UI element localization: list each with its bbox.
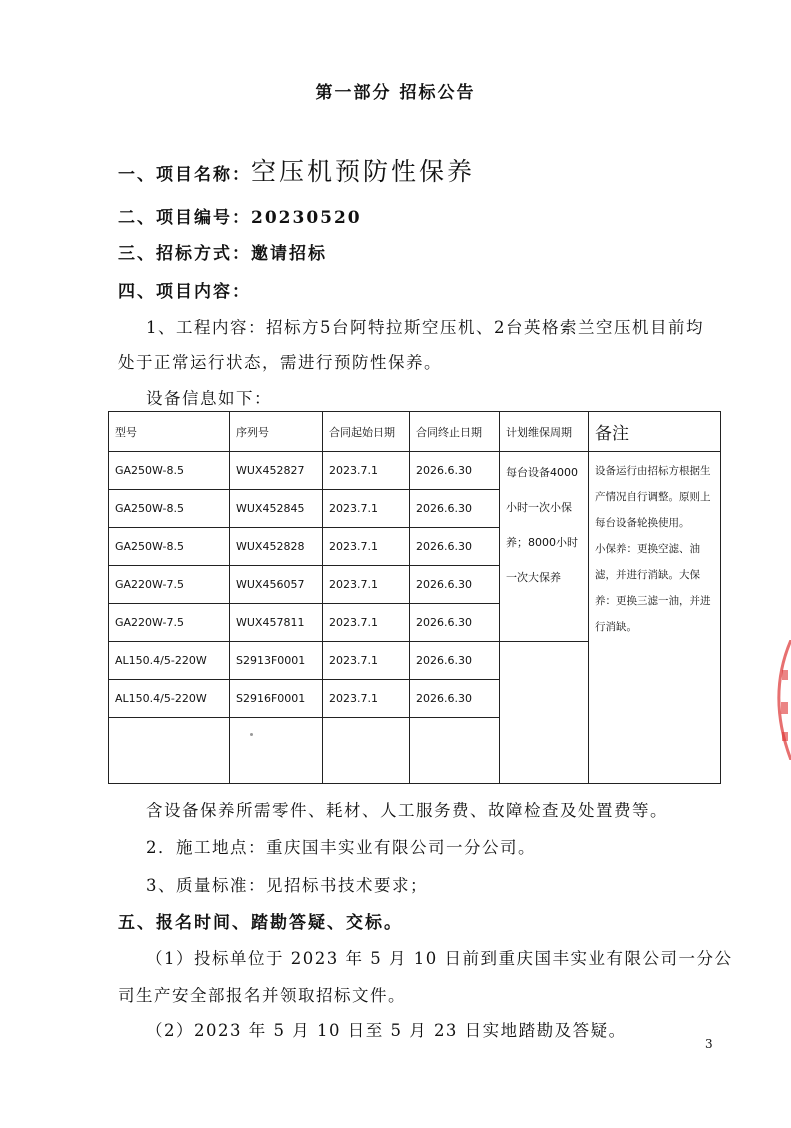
cell-end-date: 2026.6.30 xyxy=(410,680,500,718)
cell-start-date: 2023.7.1 xyxy=(323,490,410,528)
section5-line-3: （2）2023 年 5 月 10 日至 5 月 23 日实地踏勘及答疑。 xyxy=(146,1021,627,1040)
cell-empty xyxy=(230,718,323,784)
cell-cycle: 每台设备4000小时一次小保养；8000小时一次大保养 xyxy=(500,452,589,642)
seal-stamp-edge xyxy=(770,640,791,760)
content-heading: 四、项目内容： xyxy=(118,282,251,302)
includes-text: 含设备保养所需零件、耗材、人工服务费、故障检查及处置费等。 xyxy=(146,801,668,820)
header-end-date: 合同终止日期 xyxy=(410,412,500,452)
section5-heading: 五、报名时间、踏勘答疑、交标。 xyxy=(118,913,403,933)
project-name-value: 空压机预防性保养 xyxy=(251,157,476,186)
bid-method: 三、招标方式：邀请招标 xyxy=(118,244,327,264)
cell-model: GA250W-8.5 xyxy=(109,452,230,490)
cell-serial: WUX452828 xyxy=(230,528,323,566)
cell-empty xyxy=(410,718,500,784)
table-row xyxy=(109,452,721,490)
equipment-table xyxy=(108,411,721,784)
cell-model: AL150.4/5-220W xyxy=(109,642,230,680)
location-text: 2．施工地点：重庆国丰实业有限公司一分公司。 xyxy=(146,838,536,857)
section5-line-2: 司生产安全部报名并领取招标文件。 xyxy=(118,986,406,1005)
remark-line-1: 设备运行由招标方根据生产情况自行调整。原则上每台设备轮换使用。 xyxy=(595,465,711,529)
cell-end-date: 2026.6.30 xyxy=(410,452,500,490)
header-model: 型号 xyxy=(109,412,230,452)
cell-end-date: 2026.6.30 xyxy=(410,566,500,604)
cell-model: GA220W-7.5 xyxy=(109,566,230,604)
cell-start-date: 2023.7.1 xyxy=(323,528,410,566)
cell-start-date: 2023.7.1 xyxy=(323,452,410,490)
cell-start-date: 2023.7.1 xyxy=(323,642,410,680)
section5-line-1: （1）投标单位于 2023 年 5 月 10 日前到重庆国丰实业有限公司一分公 xyxy=(146,949,733,968)
header-remark: 备注 xyxy=(589,412,721,452)
header-serial: 序列号 xyxy=(230,412,323,452)
scan-speck xyxy=(250,733,253,736)
cell-start-date: 2023.7.1 xyxy=(323,566,410,604)
cell-serial: S2916F0001 xyxy=(230,680,323,718)
cell-serial: WUX457811 xyxy=(230,604,323,642)
page-number: 3 xyxy=(705,1037,713,1051)
cell-end-date: 2026.6.30 xyxy=(410,642,500,680)
cell-start-date: 2023.7.1 xyxy=(323,680,410,718)
cell-remark xyxy=(589,452,721,784)
header-start-date: 合同起始日期 xyxy=(323,412,410,452)
cell-end-date: 2026.6.30 xyxy=(410,528,500,566)
content-line-2: 处于正常运行状态，需进行预防性保养。 xyxy=(118,353,442,372)
cell-model: GA250W-8.5 xyxy=(109,528,230,566)
cell-start-date: 2023.7.1 xyxy=(323,604,410,642)
cell-cycle-empty xyxy=(500,642,589,784)
cell-end-date: 2026.6.30 xyxy=(410,604,500,642)
header-cycle: 计划维保周期 xyxy=(500,412,589,452)
project-name-heading xyxy=(118,152,475,188)
cell-serial: WUX452845 xyxy=(230,490,323,528)
cell-model: GA250W-8.5 xyxy=(109,490,230,528)
quality-text: 3、质量标准：见招标书技术要求； xyxy=(146,876,428,895)
equipment-intro: 设备信息如下： xyxy=(146,389,272,408)
cell-end-date: 2026.6.30 xyxy=(410,490,500,528)
remark-line-2: 小保养：更换空滤、油滤，并进行消缺。大保养：更换三滤一油，并进行消缺。 xyxy=(595,543,711,633)
content-line-1: 1、工程内容：招标方5台阿特拉斯空压机、2台英格索兰空压机目前均 xyxy=(146,318,704,337)
project-name-label: 一、项目名称： xyxy=(118,165,251,185)
table-header-row xyxy=(109,412,721,452)
cell-serial: WUX456057 xyxy=(230,566,323,604)
page-title: 第一部分 招标公告 xyxy=(315,83,476,103)
project-number: 二、项目编号：20230520 xyxy=(118,208,362,228)
cell-model: GA220W-7.5 xyxy=(109,604,230,642)
cell-empty xyxy=(109,718,230,784)
cell-serial: WUX452827 xyxy=(230,452,323,490)
cell-model: AL150.4/5-220W xyxy=(109,680,230,718)
cell-empty xyxy=(323,718,410,784)
cell-serial: S2913F0001 xyxy=(230,642,323,680)
